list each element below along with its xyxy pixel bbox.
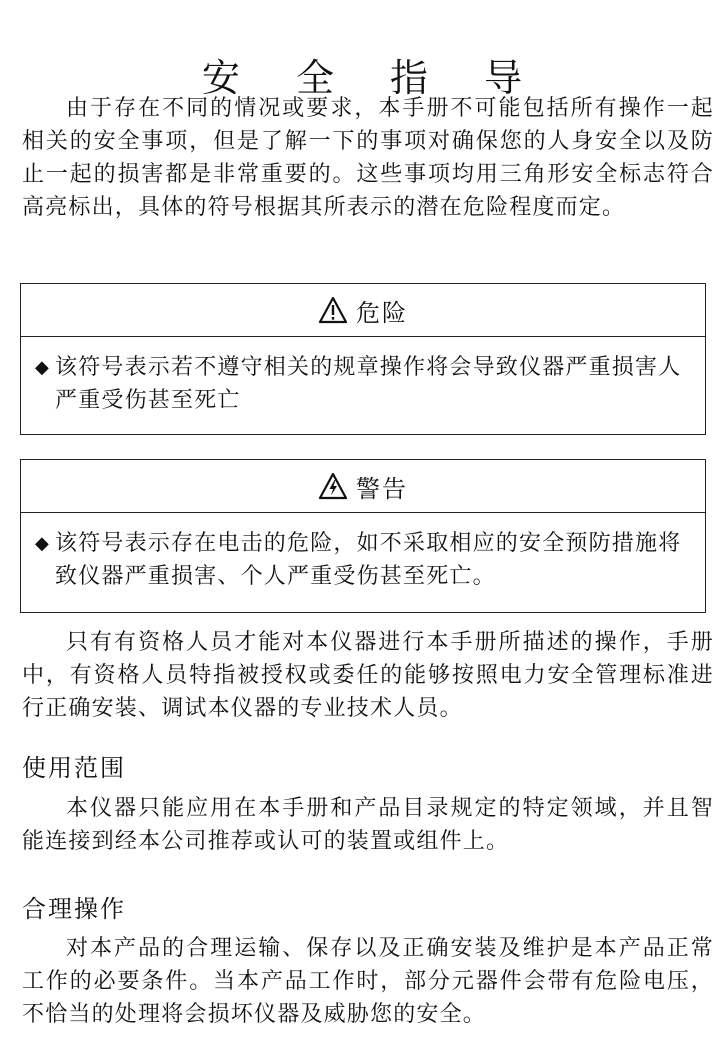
warning-body [21, 513, 705, 593]
danger-text: 该符号表示若不遵守相关的规章操作将会导致仪器严重损害人严重受伤甚至死亡 [55, 355, 682, 413]
intro-paragraph: 由于存在不同的情况或要求，本手册不可能包括所有操作一起相关的安全事项，但是了解一下的事项对确保您的人身安全以及防止一起的损害都是非常重要的。这些事项均用三角形安全标志符合高亮标出，具体的符号根据其所表示的潜在危险程度而定。 [22, 96, 714, 220]
scope-heading: 使用范围 [22, 754, 126, 782]
warning-text: 该符号表示存在电击的危险，如不采取相应的安全预防措施将致仪器严重损害、个人严重受伤甚至死亡。 [55, 531, 682, 589]
qualified-personnel-paragraph: 只有有资格人员才能对本仪器进行本手册所描述的操作，手册中，有资格人员特指被授权或委任的能够按照电力安全管理标准进行正确安装、调试本仪器的专业技术人员。 [22, 630, 714, 721]
danger-label: 危险 [356, 298, 408, 327]
danger-body [21, 337, 705, 417]
electric-shock-triangle-icon [318, 472, 348, 500]
operation-paragraph: 对本产品的合理运输、保存以及正确安装及维护是本产品正常工作的必要条件。当本产品工作时，部分元器件会带有危险电压，不恰当的处理将会损坏仪器及威胁您的安全。 [22, 936, 714, 1027]
operation-heading: 合理操作 [22, 895, 126, 923]
warning-label: 警告 [356, 474, 408, 503]
danger-box [20, 283, 706, 435]
danger-header [21, 284, 705, 337]
scope-paragraph: 本仪器只能应用在本手册和产品目录规定的特定领域，并且智能连接到经本公司推荐或认可的装置或组件上。 [22, 796, 714, 854]
bullet-diamond: ◆ [35, 533, 51, 554]
bullet-diamond: ◆ [35, 357, 51, 378]
page-title: 安 全 指 导 [201, 56, 545, 101]
warning-header [21, 460, 705, 513]
warning-triangle-icon [318, 296, 348, 324]
warning-box [20, 459, 706, 613]
